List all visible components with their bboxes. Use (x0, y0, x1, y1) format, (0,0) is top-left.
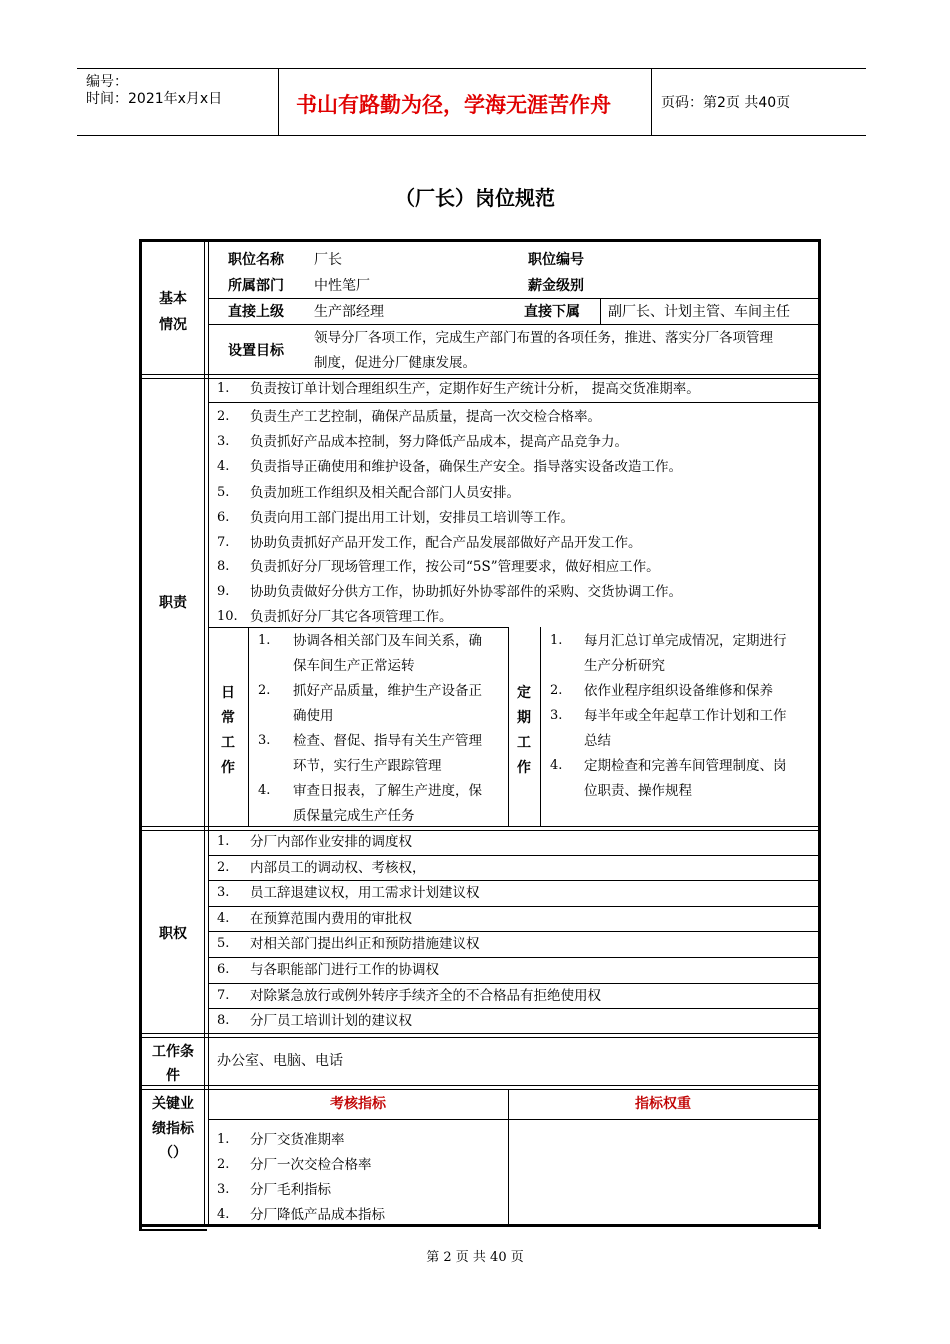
salary-level-label: 薪金级别 (528, 278, 584, 294)
daily-work-number: 1. (258, 633, 271, 648)
duty-item-number: 6. (217, 510, 230, 525)
page-footer: 第 2 页 共 40 页 (426, 1250, 524, 1265)
daily-work-number: 3. (258, 733, 271, 748)
duty-item-text: 负责按订单计划合理组织生产，定期作好生产统计分析， 提高交货准期率。 (250, 381, 700, 397)
authority-item-text: 对相关部门提出纠正和预防措施建议权 (250, 936, 480, 952)
duty-item-text: 负责抓好分厂其它各项管理工作。 (250, 609, 453, 625)
authority-item-number: 6. (217, 962, 230, 977)
duty-item-number: 1. (217, 381, 230, 396)
duty-item-text: 负责抓好产品成本控制，努力降低产品成本，提高产品竞争力。 (250, 434, 628, 450)
header-page-number: 页码：第2页 共40页 (661, 95, 791, 111)
authority-item-text: 在预算范围内费用的审批权 (250, 911, 412, 927)
duty-item-number: 10. (217, 609, 238, 624)
periodic-work-number: 1. (550, 633, 563, 648)
authority-item-number: 3. (217, 885, 230, 900)
periodic-work-text-line-1: 依作业程序组织设备维修和保养 (584, 683, 773, 699)
daily-work-text-line-2: 环节，实行生产跟踪管理 (293, 758, 442, 774)
kpi-weight-header: 指标权重 (635, 1096, 691, 1112)
daily-work-text-line-1: 协调各相关部门及车间关系，确 (293, 633, 482, 649)
conditions-label-2: 件 (166, 1068, 180, 1084)
duty-item-number: 2. (217, 409, 230, 424)
authority-item-number: 8. (217, 1013, 230, 1028)
duty-item-text: 协助负责抓好产品开发工作，配合产品发展部做好产品开发工作。 (250, 535, 642, 551)
authority-row-divider (208, 1008, 818, 1009)
header-motto: 书山有路勤为径，学海无涯苦作舟 (296, 93, 611, 117)
document-number-label: 编号： (86, 74, 128, 90)
authority-row-divider (208, 880, 818, 881)
periodic-work-text-line-1: 每半年或全年起草工作计划和工作 (584, 708, 787, 724)
direct-subordinate-value: 副厂长、计划主管、车间主任 (608, 304, 790, 320)
daily-work-text-line-2: 确使用 (293, 708, 334, 724)
goal-text-line-2: 制度，促进分厂健康发展。 (314, 355, 476, 371)
basic-info-label-2: 情况 (159, 317, 187, 333)
position-name-label: 职位名称 (228, 252, 284, 268)
daily-work-text-line-1: 审查日报表，了解生产进度，保 (293, 783, 482, 799)
daily-work-number: 2. (258, 683, 271, 698)
duties-label: 职责 (159, 595, 187, 611)
direct-subordinate-label: 直接下属 (524, 304, 580, 320)
periodic-work-number: 3. (550, 708, 563, 723)
department-label: 所属部门 (228, 278, 284, 294)
kpi-item-text: 分厂毛利指标 (250, 1182, 331, 1198)
authority-item-number: 1. (217, 834, 230, 849)
duty-item-number: 5. (217, 485, 230, 500)
kpi-item-number: 4. (217, 1207, 230, 1222)
daily-work-number: 4. (258, 783, 271, 798)
kpi-item-text: 分厂交货准期率 (250, 1132, 345, 1148)
periodic-work-text-line-1: 每月汇总订单完成情况，定期进行 (584, 633, 787, 649)
authority-item-number: 4. (217, 911, 230, 926)
duty-item-number: 9. (217, 584, 230, 599)
kpi-item-number: 3. (217, 1182, 230, 1197)
kpi-item-number: 2. (217, 1157, 230, 1172)
authority-row-divider (208, 855, 818, 856)
goal-text-line-1: 领导分厂各项工作，完成生产部门布置的各项任务，推进、落实分厂各项管理 (314, 330, 773, 346)
conditions-value: 办公室、电脑、电话 (217, 1053, 343, 1069)
kpi-item-text: 分厂一次交检合格率 (250, 1157, 372, 1173)
kpi-label-3: （） (159, 1145, 187, 1161)
duty-item-text: 协助负责做好分供方工作，协助抓好外协零部件的采购、交货协调工作。 (250, 584, 682, 600)
periodic-work-number: 4. (550, 758, 563, 773)
kpi-label-2: 绩指标 (152, 1121, 194, 1137)
duty-item-text: 负责向用工部门提出用工计划，安排员工培训等工作。 (250, 510, 574, 526)
authority-row-divider (208, 957, 818, 958)
periodic-work-text-line-2: 生产分析研究 (584, 658, 665, 674)
daily-work-text-line-1: 抓好产品质量，维护生产设备正 (293, 683, 482, 699)
authority-row-divider (208, 906, 818, 907)
duty-item-number: 3. (217, 434, 230, 449)
authority-label: 职权 (159, 926, 187, 942)
duty-item-text: 负责抓好分厂现场管理工作，按公司“5S”管理要求，做好相应工作。 (250, 559, 660, 575)
kpi-indicator-header: 考核指标 (330, 1096, 386, 1112)
duty-item-text: 负责生产工艺控制，确保产品质量，提高一次交检合格率。 (250, 409, 601, 425)
goal-label: 设置目标 (228, 343, 284, 359)
document-title: （厂长）岗位规范 (395, 186, 555, 210)
position-code-label: 职位编号 (528, 252, 584, 268)
position-name-value: 厂长 (314, 252, 342, 268)
conditions-label: 工作条 (152, 1044, 194, 1060)
periodic-work-text-line-1: 定期检查和完善车间管理制度、岗 (584, 758, 787, 774)
authority-item-text: 对除紧急放行或例外转序手续齐全的不合格品有拒绝使用权 (250, 988, 601, 1004)
duty-item-text: 负责指导正确使用和维护设备，确保生产安全。指导落实设备改造工作。 (250, 459, 682, 475)
authority-item-text: 分厂员工培训计划的建议权 (250, 1013, 412, 1029)
periodic-work-text-line-2: 总结 (584, 733, 611, 749)
daily-work-text-line-1: 检查、督促、指导有关生产管理 (293, 733, 482, 749)
authority-item-number: 5. (217, 936, 230, 951)
periodic-work-text-line-2: 位职责、操作规程 (584, 783, 692, 799)
kpi-item-text: 分厂降低产品成本指标 (250, 1207, 385, 1223)
direct-superior-value: 生产部经理 (314, 304, 384, 320)
document-time-label: 时间：2021年x月x日 (86, 91, 223, 107)
department-value: 中性笔厂 (314, 278, 370, 294)
authority-item-text: 分厂内部作业安排的调度权 (250, 834, 412, 850)
kpi-item-number: 1. (217, 1132, 230, 1147)
authority-row-divider (208, 983, 818, 984)
authority-item-text: 内部员工的调动权、考核权， (250, 860, 426, 876)
authority-row-divider (208, 931, 818, 932)
header-bottom-rule (77, 135, 866, 136)
authority-item-number: 2. (217, 860, 230, 875)
duty-item-number: 4. (217, 459, 230, 474)
authority-item-text: 员工辞退建议权，用工需求计划建议权 (250, 885, 480, 901)
header-top-rule (77, 68, 866, 69)
duty-item-number: 7. (217, 535, 230, 550)
authority-item-text: 与各职能部门进行工作的协调权 (250, 962, 439, 978)
direct-superior-label: 直接上级 (228, 304, 284, 320)
duty-item-text: 负责加班工作组织及相关配合部门人员安排。 (250, 485, 520, 501)
duty-item-number: 8. (217, 559, 230, 574)
periodic-work-number: 2. (550, 683, 563, 698)
kpi-label: 关键业 (152, 1096, 194, 1112)
authority-item-number: 7. (217, 988, 230, 1003)
basic-info-label: 基本 (159, 291, 187, 307)
daily-work-text-line-2: 质保量完成生产任务 (293, 808, 415, 824)
daily-work-text-line-2: 保车间生产正常运转 (293, 658, 415, 674)
